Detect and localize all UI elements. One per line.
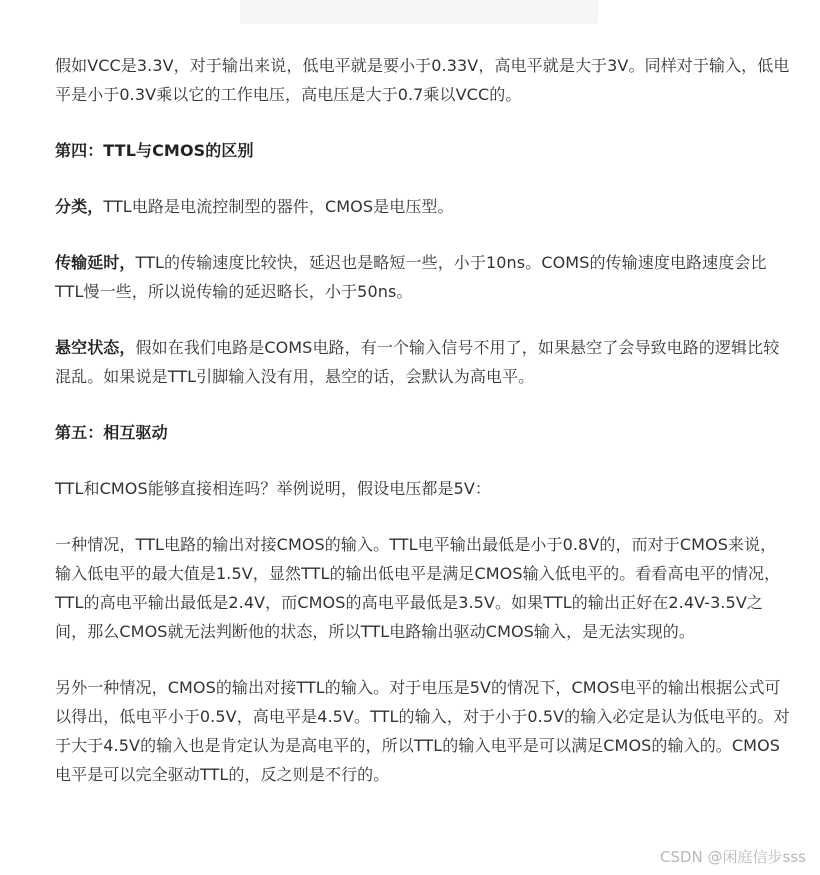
section-heading-four: 第四：TTL与CMOS的区别 xyxy=(55,141,254,160)
classification-label: 分类， xyxy=(55,197,104,216)
floating-label: 悬空状态， xyxy=(55,338,136,357)
paragraph-vcc-levels: 假如VCC是3.3V，对于输出来说，低电平就是要小于0.33V，高电平就是大于3V。同样对于输入，低电平是小于0.3V乘以它的工作电压，高电压是大于0.7乘以VCC的。 xyxy=(55,56,790,104)
top-image-edge xyxy=(240,0,598,24)
section-heading-five: 第五：相互驱动 xyxy=(55,423,168,442)
paragraph-case-cmos-to-ttl: 另外一种情况，CMOS的输出对接TTL的输入。对于电压是5V的情况下，CMOS电平的输出根据公式可以得出，低电平小于0.5V，高电平是4.5V。TTL的输入，对于小于0.5V的输入必定是认为低电平的。对于大于4.5V的输入也是肯定认为是高电平的，所以TTL的输入电平是可以满足CMOS的输入的。CMOS电平是可以完全驱动TTL的，反之则是不行的。 xyxy=(55,678,790,784)
paragraph-question: TTL和CMOS能够直接相连吗？举例说明，假设电压都是5V： xyxy=(55,479,492,498)
csdn-watermark: CSDN @闲庭信步sss xyxy=(660,848,806,866)
article-body xyxy=(55,51,790,789)
paragraph-classification xyxy=(55,192,790,221)
classification-text: TTL电路是电流控制型的器件，CMOS是电压型。 xyxy=(103,197,454,216)
paragraph-case-ttl-to-cmos: 一种情况，TTL电路的输出对接CMOS的输入。TTL电平输出最低是小于0.8V的，而对于CMOS来说，输入低电平的最大值是1.5V，显然TTL的输出低电平是满足CMOS输入低电平的。看看高电平的情况，TTL的高电平输出最低是2.4V，而CMOS的高电平最低是3.5V。如果TTL的输出正好在2.4V-3.5V之间，那么CMOS就无法判断他的状态，所以TTL电路输出驱动CMOS输入，是无法实现的。 xyxy=(55,535,781,641)
delay-text: TTL的传输速度比较快，延迟也是略短一些，小于10ns。COMS的传输速度电路速度会比TTL慢一些，所以说传输的延迟略长，小于50ns。 xyxy=(55,253,767,301)
paragraph-transmission-delay xyxy=(55,248,790,306)
floating-text: 假如在我们电路是COMS电路，有一个输入信号不用了，如果悬空了会导致电路的逻辑比较混乱。如果说是TTL引脚输入没有用，悬空的话，会默认为高电平。 xyxy=(55,338,780,386)
delay-label: 传输延时， xyxy=(55,253,136,272)
paragraph-floating-state xyxy=(55,333,790,391)
